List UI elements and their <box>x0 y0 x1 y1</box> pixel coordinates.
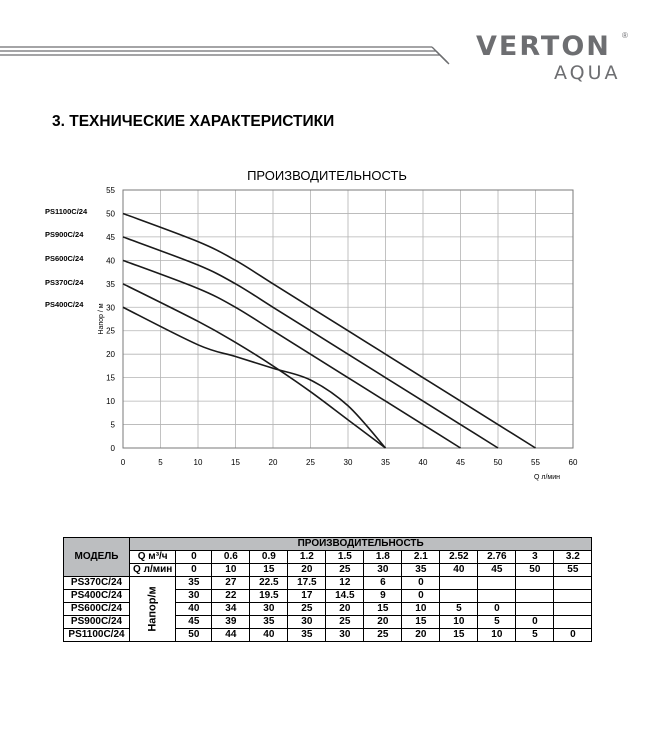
value-cell: 25 <box>364 629 402 642</box>
value-cell: 20 <box>364 616 402 629</box>
value-cell: 30 <box>326 629 364 642</box>
q-lmin-cell: 40 <box>440 564 478 577</box>
value-cell: 10 <box>402 603 440 616</box>
value-cell: 0 <box>554 629 592 642</box>
head-label-cell <box>130 577 176 642</box>
model-header: МОДЕЛЬ <box>64 538 130 577</box>
value-cell <box>478 577 516 590</box>
value-cell <box>516 577 554 590</box>
value-cell <box>554 603 592 616</box>
value-cell: 40 <box>176 603 212 616</box>
value-cell: 35 <box>250 616 288 629</box>
value-cell: 5 <box>516 629 554 642</box>
value-cell: 30 <box>288 616 326 629</box>
x-tick-label: 55 <box>531 458 540 467</box>
y-tick-label: 50 <box>106 209 115 219</box>
q-m3-cell: 1.8 <box>364 551 402 564</box>
model-cell: PS600C/24 <box>64 603 130 616</box>
value-cell <box>516 590 554 603</box>
value-cell: 5 <box>478 616 516 629</box>
q-lmin-cell: 10 <box>212 564 250 577</box>
spec-table <box>63 537 592 642</box>
value-cell <box>554 590 592 603</box>
series-label: PS1100C/24 <box>45 207 88 216</box>
value-cell: 20 <box>326 603 364 616</box>
value-cell: 6 <box>364 577 402 590</box>
x-tick-label: 30 <box>343 458 353 467</box>
q-lmin-cell: 30 <box>364 564 402 577</box>
y-tick-label: 45 <box>106 232 115 242</box>
q-m3-cell: 2.76 <box>478 551 516 564</box>
y-tick-label: 20 <box>106 350 115 360</box>
value-cell: 45 <box>176 616 212 629</box>
q-m3-cell: 0.9 <box>250 551 288 564</box>
q-lmin-cell: 25 <box>326 564 364 577</box>
q-m3-cell: 1.2 <box>288 551 326 564</box>
series-line <box>123 284 386 448</box>
value-cell: 15 <box>402 616 440 629</box>
x-tick-label: 50 <box>493 458 503 467</box>
value-cell: 22.5 <box>250 577 288 590</box>
value-cell: 40 <box>250 629 288 642</box>
x-tick-label: 5 <box>158 458 163 467</box>
perf-header: ПРОИЗВОДИТЕЛЬНОСТЬ <box>130 538 592 551</box>
y-tick-label: 0 <box>110 444 115 453</box>
x-tick-label: 15 <box>231 458 240 467</box>
value-cell: 44 <box>212 629 250 642</box>
q-lmin-cell: 35 <box>402 564 440 577</box>
value-cell: 34 <box>212 603 250 616</box>
value-cell: 22 <box>212 590 250 603</box>
brand-sub: AQUA <box>554 62 621 84</box>
value-cell: 30 <box>176 590 212 603</box>
model-cell: PS400C/24 <box>64 590 130 603</box>
q-lmin-cell: 45 <box>478 564 516 577</box>
x-tick-label: 40 <box>418 458 428 467</box>
q-lmin-label: Q л/мин <box>130 564 176 577</box>
y-tick-label: 25 <box>106 326 115 336</box>
x-tick-label: 60 <box>568 458 578 467</box>
y-axis-label: Напор / м <box>98 303 105 335</box>
x-tick-label: 0 <box>120 458 126 467</box>
series-label: PS370C/24 <box>45 278 84 287</box>
x-tick-label: 10 <box>193 458 203 467</box>
value-cell: 15 <box>364 603 402 616</box>
model-cell: PS370C/24 <box>64 577 130 590</box>
value-cell: 35 <box>288 629 326 642</box>
y-tick-label: 10 <box>106 397 115 407</box>
value-cell: 12 <box>326 577 364 590</box>
value-cell <box>516 603 554 616</box>
q-m3-cell: 0 <box>176 551 212 564</box>
value-cell: 0 <box>402 590 440 603</box>
x-tick-label: 35 <box>381 458 390 467</box>
y-tick-label: 15 <box>106 373 115 383</box>
registered-mark: ® <box>622 31 628 40</box>
value-cell: 20 <box>402 629 440 642</box>
q-m3-cell: 2.1 <box>402 551 440 564</box>
value-cell: 27 <box>212 577 250 590</box>
value-cell: 19.5 <box>250 590 288 603</box>
value-cell: 25 <box>326 616 364 629</box>
y-tick-label: 30 <box>106 303 115 313</box>
value-cell <box>440 590 478 603</box>
y-tick-label: 55 <box>106 186 115 195</box>
series-label: PS400C/24 <box>45 300 84 309</box>
value-cell: 50 <box>176 629 212 642</box>
brand-name: VERTON <box>476 31 611 62</box>
value-cell: 5 <box>440 603 478 616</box>
value-cell <box>554 616 592 629</box>
chart-title: ПРОИЗВОДИТЕЛЬНОСТЬ <box>247 168 407 183</box>
value-cell: 30 <box>250 603 288 616</box>
y-tick-label: 40 <box>106 256 115 266</box>
value-cell: 17.5 <box>288 577 326 590</box>
q-m3-cell: 2.52 <box>440 551 478 564</box>
section-title: 3. ТЕХНИЧЕСКИЕ ХАРАКТЕРИСТИКИ <box>52 113 335 130</box>
model-cell: PS1100C/24 <box>64 629 130 642</box>
value-cell: 35 <box>176 577 212 590</box>
value-cell: 39 <box>212 616 250 629</box>
series-label: PS600C/24 <box>45 254 84 263</box>
value-cell: 0 <box>478 603 516 616</box>
x-axis-label: Q л/мин <box>534 474 561 481</box>
q-m3-cell: 1.5 <box>326 551 364 564</box>
value-cell: 9 <box>364 590 402 603</box>
q-lmin-cell: 55 <box>554 564 592 577</box>
value-cell: 14.5 <box>326 590 364 603</box>
q-m3-cell: 0.6 <box>212 551 250 564</box>
q-m3-label: Q м³/ч <box>130 551 176 564</box>
q-m3-cell: 3.2 <box>554 551 592 564</box>
table-row <box>64 577 592 590</box>
value-cell: 15 <box>440 629 478 642</box>
value-cell: 0 <box>402 577 440 590</box>
q-lmin-cell: 15 <box>250 564 288 577</box>
q-lmin-cell: 20 <box>288 564 326 577</box>
value-cell: 17 <box>288 590 326 603</box>
value-cell <box>478 590 516 603</box>
value-cell <box>554 577 592 590</box>
q-lmin-cell: 50 <box>516 564 554 577</box>
q-lmin-cell: 0 <box>176 564 212 577</box>
q-m3-cell: 3 <box>516 551 554 564</box>
x-tick-label: 20 <box>268 458 278 467</box>
model-cell: PS900C/24 <box>64 616 130 629</box>
y-tick-label: 35 <box>106 279 115 289</box>
x-tick-label: 25 <box>306 458 315 467</box>
value-cell: 25 <box>288 603 326 616</box>
value-cell: 0 <box>516 616 554 629</box>
head-label: Напор/м <box>146 585 159 632</box>
value-cell: 10 <box>440 616 478 629</box>
x-tick-label: 45 <box>456 458 465 467</box>
y-tick-label: 5 <box>110 420 115 430</box>
series-label: PS900C/24 <box>45 230 84 239</box>
value-cell <box>440 577 478 590</box>
value-cell: 10 <box>478 629 516 642</box>
